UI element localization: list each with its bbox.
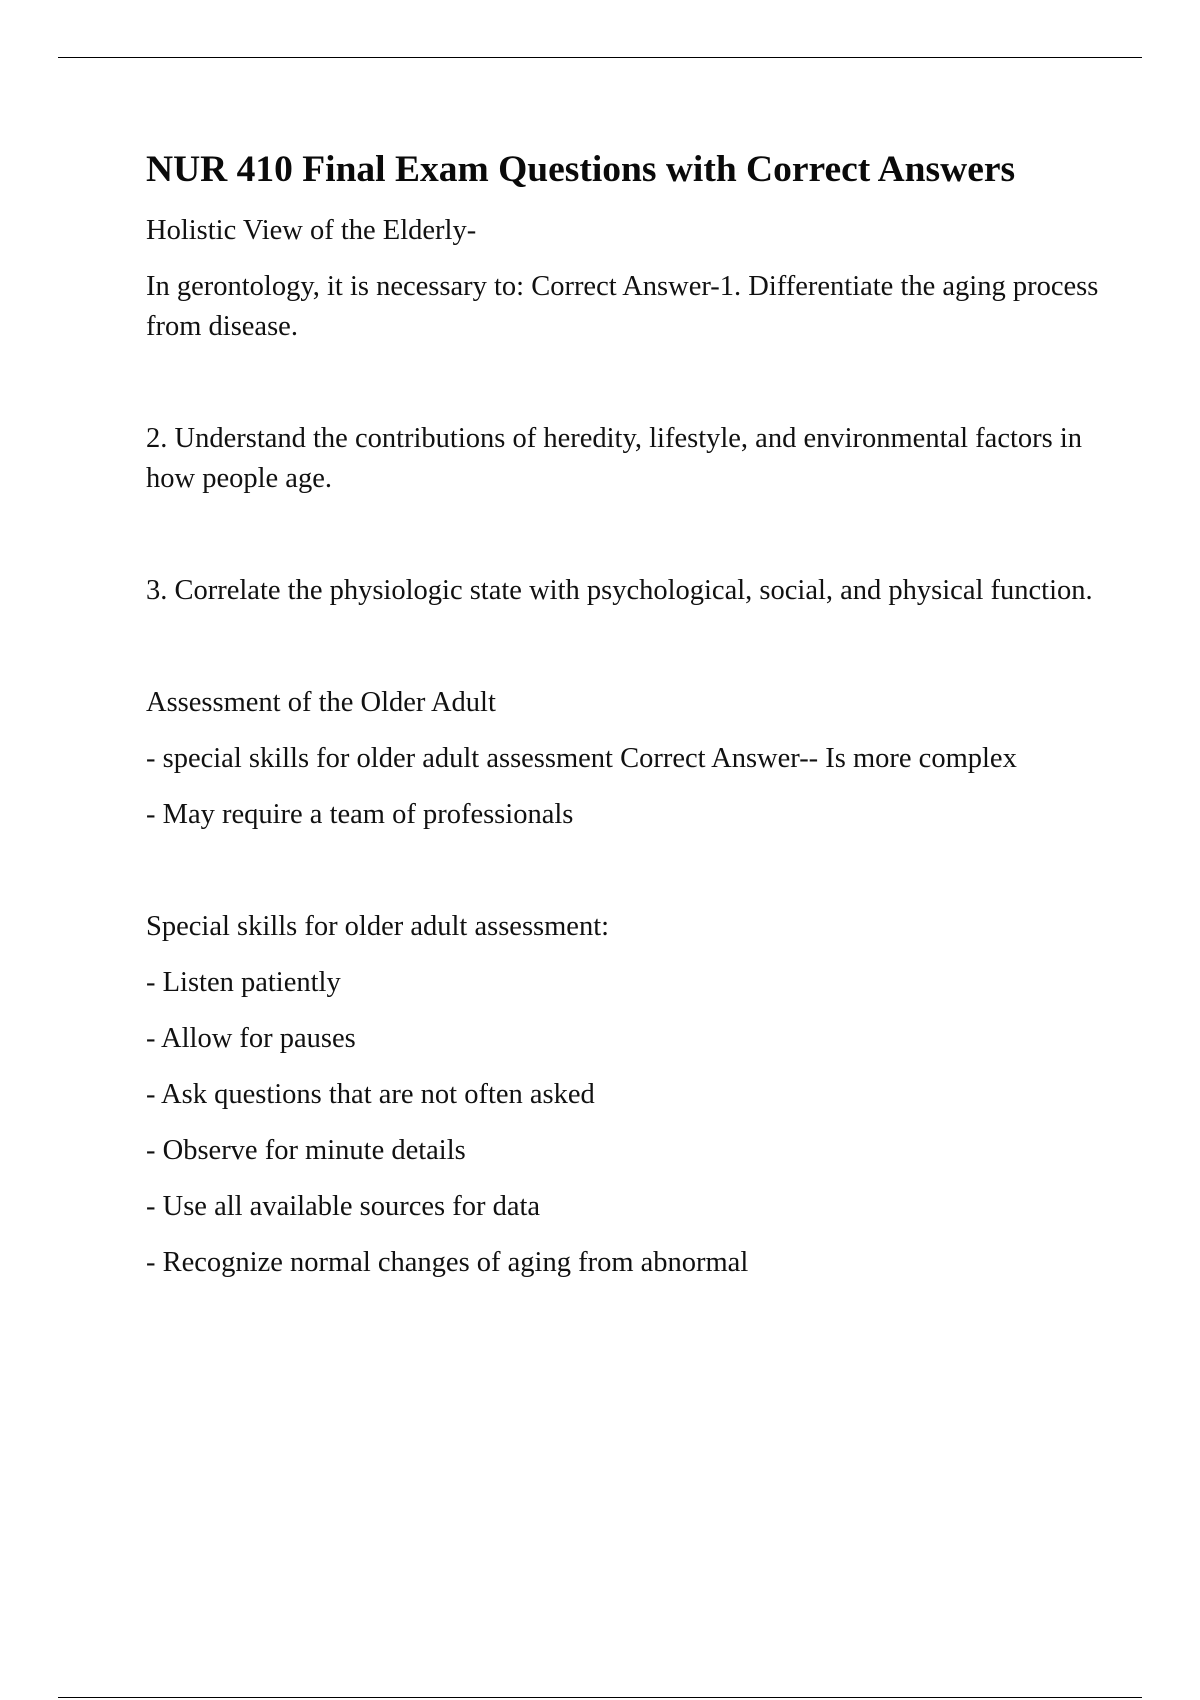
answer-item-2: 2. Understand the contributions of heredity, lifestyle, and environmental factors in how people age. <box>146 423 1083 494</box>
bottom-rule <box>58 1697 1142 1698</box>
list-item: - Use all available sources for data <box>146 1191 541 1222</box>
section-heading-assessment: Assessment of the Older Adult <box>146 687 496 718</box>
answer-item-team: - May require a team of professionals <box>146 799 574 830</box>
list-item: - Observe for minute details <box>146 1135 466 1166</box>
section-heading-special-skills: Special skills for older adult assessment: <box>146 911 610 942</box>
list-item: - Listen patiently <box>146 967 341 998</box>
answer-item-complex: - special skills for older adult assessment Correct Answer-- Is more complex <box>146 743 1017 774</box>
list-item: - Ask questions that are not often asked <box>146 1079 595 1110</box>
answer-item-3: 3. Correlate the physiologic state with psychological, social, and physical function. <box>146 575 1093 606</box>
top-rule <box>58 57 1142 58</box>
list-item: - Recognize normal changes of aging from abnormal <box>146 1247 749 1278</box>
answer-item-1: In gerontology, it is necessary to: Correct Answer-1. Differentiate the aging process from disease. <box>146 271 1099 342</box>
document-body <box>146 145 1106 1299</box>
document-title: NUR 410 Final Exam Questions with Correct Answers <box>146 149 1016 190</box>
list-item: - Allow for pauses <box>146 1023 356 1054</box>
section-heading-holistic-view: Holistic View of the Elderly- <box>146 215 477 246</box>
